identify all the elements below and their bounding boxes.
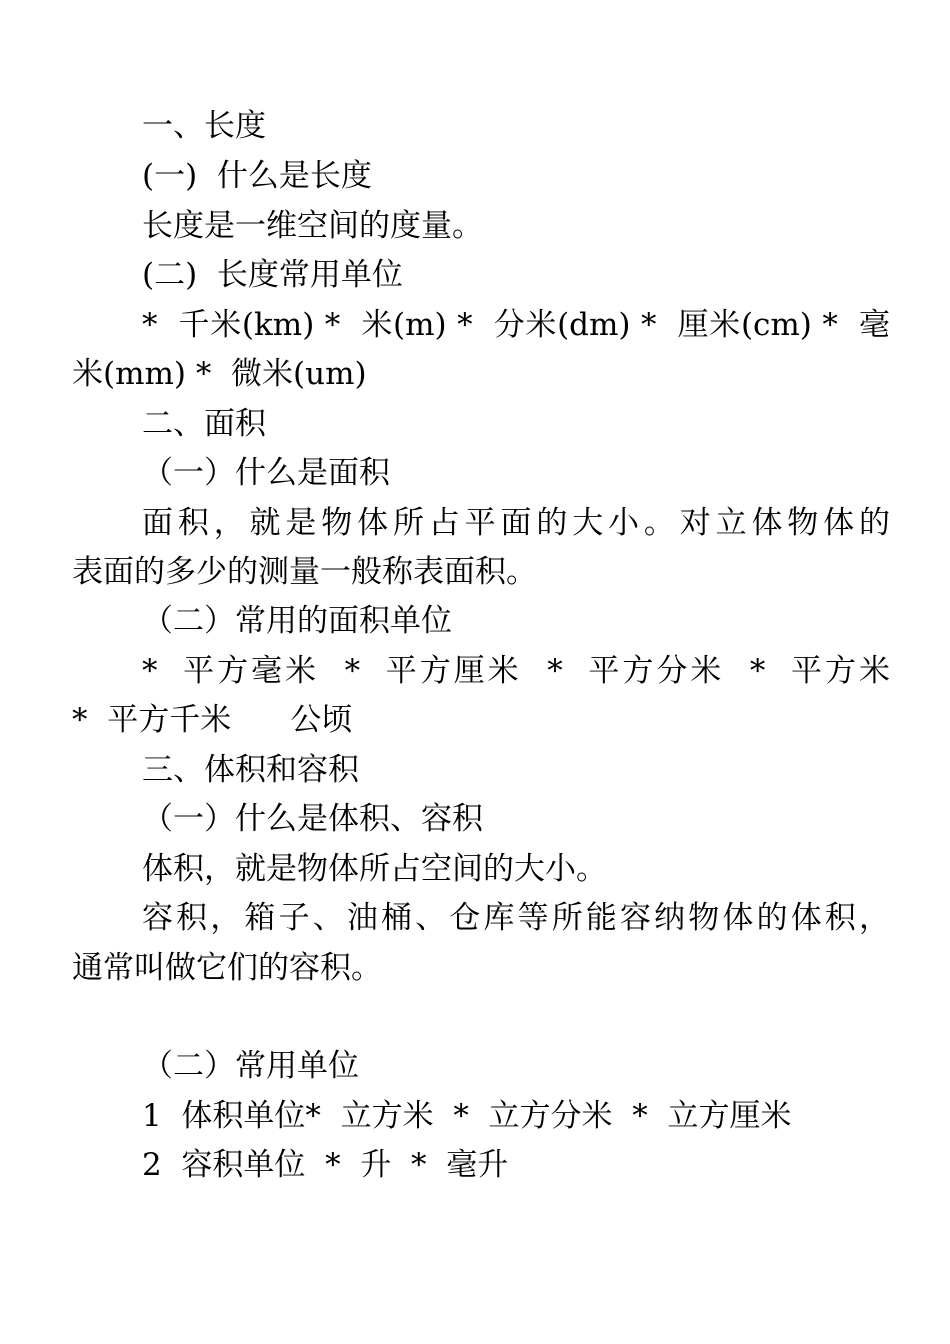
subheading-what-is-volume: （一）什么是体积、容积	[142, 801, 483, 837]
subheading-area-units: （二）常用的面积单位	[142, 603, 452, 639]
list-item-capacity-units: 2 容积单位 * 升 * 毫升	[142, 1147, 509, 1183]
heading-volume-capacity: 三、体积和容积	[142, 752, 359, 788]
paragraph-volume-definition: 体积，就是物体所占空间的大小。	[142, 851, 607, 887]
paragraph-length-units-line2: 米(mm) * 微米(um)	[72, 356, 367, 392]
paragraph-capacity-definition-line2: 通常叫做它们的容积。	[72, 950, 382, 986]
subheading-common-units: （二）常用单位	[142, 1048, 359, 1084]
subheading-what-is-length: (一) 什么是长度	[142, 158, 372, 194]
paragraph-length-units-line1: * 千米(km) * 米(m) * 分米(dm) * 厘米(cm) * 毫	[142, 307, 890, 343]
paragraph-length-definition: 长度是一维空间的度量。	[142, 208, 483, 244]
list-item-volume-units: 1 体积单位* 立方米 * 立方分米 * 立方厘米	[142, 1098, 792, 1134]
paragraph-area-definition-line1: 面积，就是物体所占平面的大小。对立体物体的	[142, 505, 890, 541]
paragraph-area-units-line2: * 平方千米 公顷	[72, 702, 353, 738]
subheading-length-units: (二) 长度常用单位	[142, 257, 403, 293]
heading-area: 二、面积	[142, 406, 266, 442]
subheading-what-is-area: （一）什么是面积	[142, 455, 390, 491]
paragraph-area-units-line1: * 平方毫米 * 平方厘米 * 平方分米 * 平方米	[142, 653, 890, 689]
paragraph-capacity-definition-line1: 容积，箱子、油桶、仓库等所能容纳物体的体积，	[142, 900, 890, 936]
paragraph-area-definition-line2: 表面的多少的测量一般称表面积。	[72, 554, 537, 590]
heading-length: 一、长度	[142, 108, 266, 144]
